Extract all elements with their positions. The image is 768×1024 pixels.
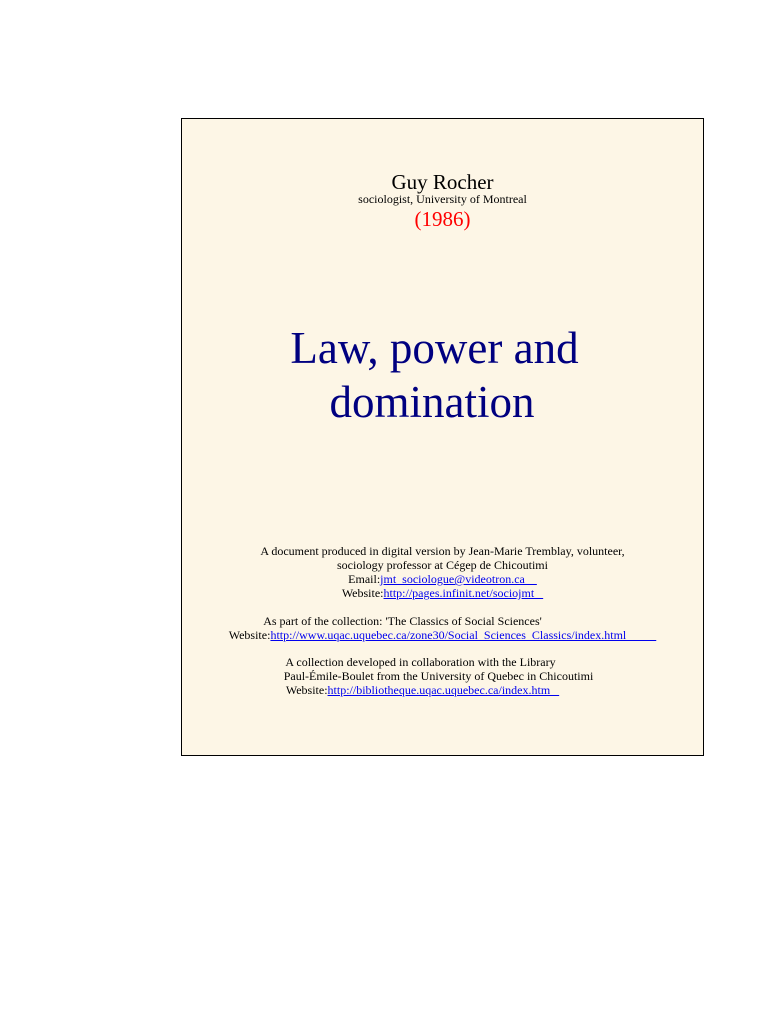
library-line-2: Paul-Émile-Boulet from the University of Quebec in Chicoutimi [283, 669, 594, 683]
publication-year: (1986) [414, 207, 471, 231]
author-name [182, 170, 703, 194]
library-website-label: Website: [285, 683, 328, 697]
collection-website-link[interactable]: http://www.uqac.uquebec.ca/zone30/Social_Sciences_Classics/index.html [270, 628, 657, 642]
cover-page [181, 118, 704, 756]
production-line-1: A document produced in digital version by Jean-Marie Tremblay, volunteer, [260, 544, 625, 558]
production-line-2: sociology professor at Cégep de Chicoutimi [337, 558, 548, 572]
library-website [162, 683, 683, 697]
library-website-link[interactable]: http://bibliotheque.uqac.uquebec.ca/index.htm [327, 683, 560, 697]
email-label: Email: [348, 572, 381, 586]
author-name-text: Guy Rocher [391, 170, 494, 194]
collection-website-label: Website: [228, 628, 271, 642]
collection-website [182, 628, 703, 642]
email-link[interactable]: jmt_sociologue@videotron.ca [380, 572, 537, 586]
title-line-2: domination [329, 377, 535, 427]
production-email [182, 572, 703, 586]
library-line-1: A collection developed in collaboration with the Library [285, 655, 556, 669]
document-title [182, 321, 703, 429]
author-role: sociologist, University of Montreal [358, 192, 527, 206]
title-line-1: Law, power and [290, 323, 579, 373]
production-website-link[interactable]: http://pages.infinit.net/sociojmt [383, 586, 544, 600]
production-website [182, 586, 703, 600]
collection-line-1: As part of the collection: 'The Classics of Social Sciences' [263, 614, 542, 628]
production-website-label: Website: [341, 586, 384, 600]
